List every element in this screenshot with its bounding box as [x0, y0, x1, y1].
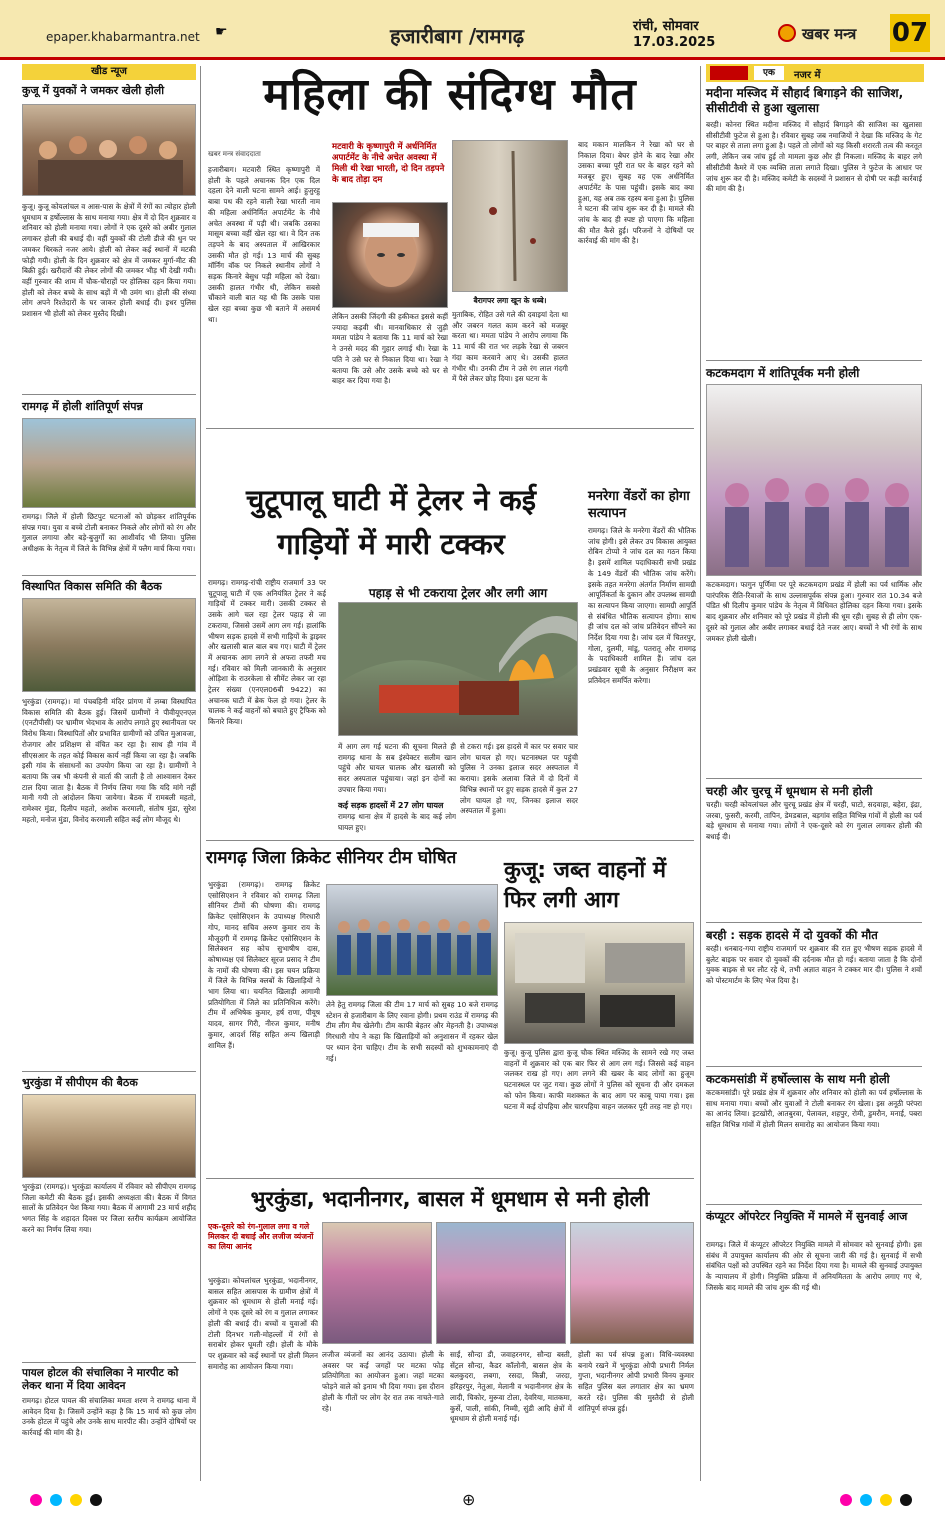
- photo-holi-1: [322, 1222, 432, 1344]
- ek-nazar-label-2: नजर में: [794, 70, 821, 81]
- lead-byline: खबर मन्त्र संवाददाता: [208, 150, 261, 158]
- pointer-icon: ☛: [215, 24, 228, 40]
- story-katkamdag-holi: कटकमदाग। फागुन पूर्णिमा पर पूरे कटकमदाग प्रखंड में होली का पर्व धार्मिक और पारंपरिक रीति-रिवाजों के साथ उल्लासपूर्वक संपन्न हुआ। गुरुवार रात 10.34 बजे पंडित श्री दिलीप कुमार पांडेय के नेतृत्व में विधिवत होलिका दहन किया गया। इसके बाद शुक्रवार और शनिवार को पूरे प्रखंड में होली की धूम रही। सुबह से ही लोग एक-दूसरे को गुलाल और अबीर लगाकर बधाई देते नजर आए। बच्चों ने भी रंगों के साथ जमकर होली खेली।: [706, 580, 922, 643]
- ek-nazar-logo-icon: [710, 66, 748, 80]
- color-mark: [30, 1494, 42, 1506]
- photo-cricket-team: [326, 884, 498, 996]
- holi-column-4: होली का पर्व संपन्न हुआ। विधि-व्यवस्था बनाये रखने में भुरकुंडा ओपी प्रभारी निर्मल गुप्ता, भदानीनगर ओपी प्रभारी विनय कुमार सहित पुलिस बल लगातार क्षेत्र का भ्रमण करते रहे। पुलिस की मुस्तैदी से होली शांतिपूर्ण संपन्न हुई।: [578, 1350, 694, 1413]
- photo-holi-2: [436, 1222, 566, 1344]
- caption-blood-stains: बैरागपर लगा खून के धब्बे।: [473, 296, 547, 305]
- story-divider: [706, 1204, 922, 1205]
- photo-cpm-meeting: [22, 1094, 196, 1178]
- photo-blood-stains: [452, 140, 568, 292]
- story-payal-hotel: रामगढ़। होटल पायल की संचालिका ममता शरण ने रामगढ़ थाना में आवेदन दिया है। जिसमें उन्होंने कहा है कि 15 मार्च को कुछ लोग उनके होटल में पहुंचे और उनके साथ मारपीट की। उन्होंने दोषियों पर कार्रवाई की मांग की है।: [22, 1396, 196, 1438]
- story-kuju-vehicles: कुजू। कुजू पुलिस द्वारा कुजू चौक स्थित मस्जिद के सामने रखे गए जब्त वाहनों में शुक्रवार को एक बार फिर से आग लग गई। जिससे कई वाहन जलकर राख हो गए। आग लगने की खबर के बाद लोगों का हुजूम घटनास्थल पर जुट गया। कुछ लोगों ने पुलिस को सूचना दी और दमकल को फोन किया। काफी मशक्कत के बाद आग पर काबू पाया गया। इस घटना में कई दोपहिया और चारपहिया वाहन जलकर पूरी तरह नष्ट हो गए।: [504, 1048, 694, 1111]
- color-mark: [860, 1494, 872, 1506]
- holi-column-2: लजीज व्यंजनों का आनंद उठाया। होली के अवसर पर कई जगहों पर मटका फोड़ प्रतियोगिता का आयोजन हुआ। जहां मटका फोड़ने वाले को इनाम भी दिया गया। इस दौरान होली के गीतों पर लोग देर रात तक नाचते-गाते रहे।: [322, 1350, 444, 1413]
- registration-target-icon: ⊕: [462, 1490, 476, 1509]
- ek-nazar-banner: [706, 64, 924, 82]
- footer-color-marks: [0, 1488, 945, 1512]
- photo-visthapit-meeting: [22, 598, 196, 692]
- holi-column-1: भुरकुंडा। कोयलांचल भुरकुंडा, भदानीनगर, बासल सहित आसपास के ग्रामीण क्षेत्रों में शुक्रवार को धूमधाम से होली मनाई गई। लोगों ने एक दूसरे को रंग व गुलाल लगाकर होली की बधाई दी। बच्चों व युवाओं की टोली दिनभर गली-मोहल्लों में रंगों से सराबोर होकर घूमती रही। होली के मौके पर शुक्रवार को कई स्थानों पर होली मिलन समारोह का आयोजन किया गया।: [208, 1276, 318, 1371]
- headline-manrega[interactable]: मनरेगा वेंडरों का होगा सत्यापन: [588, 489, 690, 521]
- headline-madina-masjid[interactable]: मदीना मस्जिद में सौहार्द बिगाड़ने की साजिश, सीसीटीवी से हुआ खुलासा: [706, 86, 904, 115]
- edition-city-day: रांची, सोमवार: [633, 19, 699, 34]
- holi-subhead: एक-दूसरे को रंग-गुलाल लगा व गले मिलकर दी बधाई और लजीज व्यंजनों का लिया आनंद: [208, 1222, 314, 1251]
- headline-payal-hotel[interactable]: पायल होटल की संचालिका ने मारपीट को लेकर थाना में दिया आवेदन: [22, 1367, 179, 1392]
- headline-katkamsandi-holi[interactable]: कटकमसांडी में हर्षोल्लास के साथ मनी होली: [706, 1072, 890, 1086]
- photo-burned-vehicles-art: [505, 923, 694, 1044]
- story-charhi-holi: चरही। चरही कोयलांचल और चुरचू प्रखंड क्षेत्र में चरही, घाटो, सदवाहा, बहेरा, इंद्रा, जरबा, फुसरी, करमी, तापिन, डेमडबाल, बड़गांव सहित विभिन्न गांवों में होली का पर्व बड़े धूमधाम से मनाया गया। लोगों ने एक-दूसरे को रंग गुलाल लगाकर होली की बधाई दी।: [706, 800, 922, 842]
- brand-name: खबर मन्त्र: [802, 25, 857, 43]
- headline-computer-operator[interactable]: कंप्यूटर ऑपरेटर नियुक्ति में मामले में सुनवाई आज: [706, 1210, 908, 1223]
- trailer-column-2: में आग लग गई घटना की सूचना मिलते ही रामगढ़ थाना के सब इंस्पेक्टर सलीम खान पहुंचे और घायल चालक और खलासी को सदर अस्पताल पहुंचाया। जहां इन दोनों का उपचार किया गया।: [338, 742, 456, 794]
- headline-barhi-accident[interactable]: बरही : सड़क हादसे में दो युवकों की मौत: [706, 928, 878, 942]
- story-madina-masjid: बरही। कोनरा स्थित मदीना मस्जिद में सौहार्द बिगाड़ने की साजिश का खुलासा सीसीटीवी फुटेज से हुआ है। रविवार सुबह जब नमाजियों ने देखा कि मस्जिद के गेट पर बाहर से ताला लगा हुआ है। पहले तो लोगों को यह किसी शरारती तत्व की करतूत लगी, लेकिन जब जांच हुई तो मामला कुछ और ही निकला। मस्जिद के बाहर लगे सीसीटीवी कैमरे में एक व्यक्ति ताला लगाते दिखा। पुलिस ने फुटेज के आधार पर जांच शुरू कर दी है। मस्जिद कमेटी के सदस्यों ने प्रशासन से दोषी पर कड़ी कार्रवाई की मांग की है।: [706, 120, 922, 194]
- photo-victim-art: [333, 203, 448, 308]
- photo-youth-holi: [22, 104, 196, 196]
- story-manrega: रामगढ़। जिले के मनरेगा वेंडरों की भौतिक जांच होगी। इसे लेकर उप विकास आयुक्त रोबिन टोप्पो ने जांच दल का गठन किया है। इसमें शामिल पदाधिकारी सभी प्रखंड के 149 वेंडरों की भौतिक जांच करेंगे। इसके तहत मनरेगा अंतर्गत निर्माण सामग्री आपूर्तिकर्ता के दुकान और उपलब्ध सामग्री का सत्यापन किया जाएगा। सामग्री आपूर्ति से संबंधित भौतिक सत्यापन होगा। साथ ही जांच दल को जांच प्रतिवेदन सौंपने का निर्देश दिया गया है। जांच दल में चितरपुर, गोला, दुलमी, मांडू, पतरातू और रामगढ़ के पदाधिकारी शामिल हैं। जांच दल प्रखंडवार सूची के अनुसार निरीक्षण कर प्रतिवेदन समर्पित करेगा।: [588, 526, 696, 685]
- story-ramgarh-holi: रामगढ़। जिले में होली छिटपुट घटनाओं को छोड़कर शांतिपूर्वक संपन्न गया। युवा व बच्चे टोली बनाकर निकले और लोगों को रंग और गुलाल लगाया और बड़े-बुजुर्गों का आशीर्वाद भी लिया। पुलिस अधीक्षक के नेतृत्व में जिले के विभिन्न क्षेत्रों में फ्लैग मार्च किया गया।: [22, 512, 196, 554]
- photo-ramgarh-holi: [22, 418, 196, 508]
- photo-holi-3: [570, 1222, 694, 1344]
- cricket-column-1: भुरकुंडा (रामगढ़)। रामगढ़ क्रिकेट एसोसिएशन ने रविवार को रामगढ़ जिला सीनियर टीमों की घोषणा की। रामगढ़ क्रिकेट एसोसिएशन के उपाध्यक्ष गिरधारी गोप, मानद सचिव अरुण कुमार राय के मौजूदगी में रामगढ़ क्रिकेट एसोसिएशन के सिलेक्शन सह कोच सुभाषीष दास, कोषाध्यक्ष एवं सिलेक्टर सूरज प्रसाद ने टीम के नामों की घोषणा की। इस चयन प्रक्रिया में जिले के विभिन्न क्लबों के खिलाड़ियों ने भाग लिया था। चयनित खिलाड़ी आगामी प्रतियोगिता में जिले का प्रतिनिधित्व करेंगे। टीम में अभिषेक कुमार, हर्ष राणा, पीयूष यादव, सागर गिरी, नीरज कुमार, मनीष कुमार, आदर्श सिंह सहित अन्य खिलाड़ी शामिल हैं।: [208, 880, 320, 1050]
- color-mark: [70, 1494, 82, 1506]
- epaper-url[interactable]: epaper.khabarmantra.net: [46, 30, 200, 44]
- story-divider: [706, 1066, 922, 1067]
- news-tag: खीड न्यूज: [22, 64, 196, 80]
- photo-burned-vehicles: [504, 922, 694, 1044]
- column-divider: [200, 66, 201, 1481]
- story-divider: [706, 922, 922, 923]
- edition-date: 17.03.2025: [633, 35, 716, 50]
- color-mark: [900, 1494, 912, 1506]
- brand-logo-icon: [778, 24, 796, 42]
- column-divider: [700, 66, 701, 1481]
- headline-kuju-vehicles[interactable]: कुजू: जब्त वाहनों में फिर लगी आग: [504, 858, 667, 913]
- story-divider: [706, 360, 922, 361]
- headline-kuju-holi[interactable]: कुजू में युवकों ने जमकर खेली होली: [22, 84, 165, 97]
- cricket-column-2: लेने हेतु रामगढ़ जिला की टीम 17 मार्च को सुबह 10 बजे रामगढ़ स्टेशन से हजारीबाग के लिए रवाना होगी। प्रथम राउंड में रामगढ़ की टीम लीग मैच खेलेगी। टीम काफी बेहतर और मेहनती है। उपाध्यक्ष गिरधारी गोप ने कहा कि खिलाड़ियों को अनुशासन में रहकर खेल पर ध्यान देना चाहिए। टीम के सभी सदस्यों को शुभकामनाएं दी गई।: [326, 1000, 498, 1063]
- headline-katkamdag-holi[interactable]: कटकमदाग में शांतिपूर्वक मनी होली: [706, 366, 860, 380]
- color-mark: [50, 1494, 62, 1506]
- lead-column-3: मुताबिक, रोहित उसे गले की दवाइयां देता था और जबरन गलत काम करने को मजबूर करता था। ममता पांडेय ने आरोप लगाया कि 11 मार्च की रात भर लड़के रेखा से जबरन गंदा काम करवाने आए थे। उसकी हालत गंभीर थी। उनकी टीम ने उसे रंग लाल गंदगी में पैसे लेकर छोड़ दिया। इस घटना के: [452, 310, 568, 384]
- photo-katkamdag-holi-art: [707, 385, 922, 576]
- page-number: 07: [890, 14, 930, 52]
- masthead: [0, 0, 945, 60]
- lead-column-1: हजारीबाग। मटवारी स्थित कृष्णापुरी में होली के पहले अचानक दिन एक दिल दहला देने वाली घटना सामने आई। हुजुरहु बाबा पथ की रहने वाली रेखा भारती नाम की महिला अर्धनिर्मित अपार्टमेंट के नीचे अचेत अवस्था में पड़ी थी। जबकि उसका मासूम बच्चा वहीं खेल रहा था। वे दिन तक तड़पने के बाद अस्पताल में आखिरकार उसकी मौत हो गई। 13 मार्च की सुबह मॉर्निंग वॉक पर निकले स्थानीय लोगों ने सड़क किनारे बेसुध पड़ी महिला को देखा। उसकी हालत गंभीर थी, लेकिन सबसे चौंकाने वाली बात यह थी कि उसके पास खेल रहा बच्चा कुछ भी बताने में असमर्थ था।: [208, 165, 320, 324]
- lead-headline[interactable]: महिला की संदिग्ध मौत: [263, 69, 637, 120]
- trailer-column-3: से टकरा गई। इस हादसे में कार पर सवार चार लोग घायल हो गए। घटनास्थल पर पहुंची पुलिस ने उनका इलाज सदर अस्पताल में कराया। इसके अलावा जिले में दो दिनों में विभिन्न स्थानों पर हुए सड़क हादसे में कुल 27 लोग घायल हो गए, जिनका इलाज सदर अस्पताल में हुआ।: [460, 742, 578, 816]
- story-divider: [206, 840, 694, 841]
- photo-victim: [332, 202, 448, 308]
- story-divider: [22, 575, 196, 576]
- story-computer-operator: रामगढ़। जिले में कंप्यूटर ऑपरेटर नियुक्ति मामले में सोमवार को सुनवाई होगी। इस संबंध में उपायुक्त कार्यालय की ओर से सूचना जारी की गई है। सुनवाई में सभी संबंधित पक्षों को उपस्थित रहने का निर्देश दिया गया है। मामले की सुनवाई उपायुक्त के न्यायालय में होगी। नियुक्ति प्रक्रिया में अनियमितता के आरोप लगाए गए थे, जिसके बाद मामले की जांच शुरू की गई थी।: [706, 1240, 922, 1292]
- color-mark: [840, 1494, 852, 1506]
- photo-cricket-team-art: [327, 885, 498, 996]
- story-kuju-holi: कुजू। कुजू कोयलांचल व आस-पास के क्षेत्रों में रंगों का त्योहार होली धूमधाम व हर्षोल्लास के साथ मनाया गया। क्षेत्र में दो दिन शुक्रवार व शनिवार को होली मनाया गया। लोगों ने एक दूसरे को अबीर गुलाल लगाकर होली की बधाई दी। वहीं युवकों की टोली डीजे की धुन पर जमकर थिरकते नजर आये। होली को लेकर कई स्थानों में मटकी फोड़ी गयी। होली के दिन शुक्रवार को क्षेत्र में जमकर मुर्गा-मीट की बिक्री हुई। खरीदारों की लेकर लोगों की जमकर भीड़ भी देखी गयी। वहीं गुरुवार की शाम में चौक-चौराहों पर होलिका दहन किया गया। होली को लेकर बच्चे के साथ बड़ों में भी उमंग था। होली की संध्या लोग अपने रिश्तेदारों के घर जाकर होली बधाई दी। इधर पुलिस प्रशासन भी होली को लेकर मुस्तैद दिखी।: [22, 202, 196, 319]
- headline-charhi-holi[interactable]: चरही और चुरचू में धूमधाम से मनी होली: [706, 784, 873, 798]
- photo-youth-holi-art: [23, 105, 196, 196]
- trailer-subhead: पहाड़ से भी टकराया ट्रेलर और लगी आग: [368, 586, 548, 600]
- lead-column-4: बाद मकान मालकिन ने रेखा को घर से निकाल दिया। बेघर होने के बाद रेखा और उसका बच्चा पूरी रात घर के बाहर रहने को मजबूर हुए। सुबह वह एक अर्धनिर्मित अपार्टमेंट के पास पहुंची। इसके बाद क्या हुआ, यह अब तक रहस्य बना हुआ है। पुलिस ने घटना की जांच शुरू कर दी है। मामले की जांच के बाद ही स्पष्ट हो पाएगा कि महिला की मौत कैसे हुई। परिजनों ने दोषियों पर कार्रवाई की मांग की है।: [578, 140, 694, 246]
- photo-trailer-fire-art: [339, 603, 578, 736]
- headline-cricket[interactable]: रामगढ़ जिला क्रिकेट सीनियर टीम घोषित: [206, 848, 457, 868]
- story-divider: [206, 428, 694, 429]
- story-divider: [706, 778, 922, 779]
- story-visthapit-meeting: भुरकुंडा (रामगढ़)। मां पंचबहिनी मंदिर प्रांगण में लम्बा विस्थापित विकास समिति की बैठक हुई। जिसमें ग्रामीणों ने पीवीयूएनएल (एनटीपीसी) पर भ्रामीण भेदभाव के आरोप लगाते हुए स्थानीयता पर विरोध किया। विस्थापितों और प्रभावित ग्रामीणों को उचित मुआवजा, रोजगार और प्रशिक्षण से वंचित कर रहा है। साथ ही गांव में सीएसआर के तहत कोई विकास कार्य नहीं किया जा रहा है। जबकि इसी गांव के संसाधनों का उपयोग किया जा रहा है। ग्रामीणों ने बताया कि जब भी कंपनी से वार्ता की जाती है तो आश्वासन देकर टाल दिया जाता है। बैठक में निर्णय लिया गया कि यदि मांगे नहीं मानी गयी तो आंदोलन किया जायेगा। बैठक में रामबली महतो, रामेश्वर मुंडा, दिलीप महतो, अशोक करमाली, संतोष मुंडा, सुरेश महतो, मनोज मुंडा, विनोद करमाली सहित कई लोग मौजूद थे।: [22, 697, 196, 824]
- photo-blood-stains-art: [453, 141, 568, 292]
- story-divider: [22, 1071, 196, 1072]
- trailer-headline[interactable]: चुटूपालू घाटी में ट्रेलर ने कई गाड़ियों में मारी टक्कर: [245, 483, 537, 561]
- photo-katkamdag-holi: [706, 384, 922, 576]
- headline-holi-bhurkunda[interactable]: भुरकुंडा, भदानीनगर, बासल में धूमधाम से मनी होली: [250, 1187, 650, 1211]
- trailer-column-2b: रामगढ़ थाना क्षेत्र में हादसे के बाद कई लोग घायल हुए।: [338, 812, 456, 832]
- section-title: हजारीबाग /रामगढ़: [390, 24, 524, 48]
- headline-cpm-meeting[interactable]: भुरकुंडा में सीपीएम की बैठक: [22, 1076, 138, 1089]
- story-cpm-meeting: भुरकुंडा (रामगढ़)। भुरकुंडा कार्यालय में रविवार को सीपीएम रामगढ़ जिला कमेटी की बैठक हुई। इसकी अध्यक्षता की। बैठक में विगत सालों के प्रतिवेदन पेश किया गया। बैठक में आगामी 23 मार्च शहीद भगत सिंह के शहादत दिवस पर जिला स्तरीय कार्यक्रम आयोजित करने का निर्णय लिया गया।: [22, 1182, 196, 1234]
- story-divider: [206, 1178, 694, 1179]
- story-katkamsandi-holi: कटकमसांडी। पूरे प्रखंड क्षेत्र में शुक्रवार और शनिवार को होली का पर्व हर्षोल्लास के साथ मनाया गया। बच्चों और युवाओं ने टोली बनाकर रंग खेला। इस अनूठी परंपरा का आनंद लिया। इटखोरी, आतबुरवा, पेलावल, शहपुर, रोमी, डुमरौन, मनाई, पबरा सहित विभिन्न गांवों में होली मिलन समारोह का आयोजन किया गया।: [706, 1088, 922, 1130]
- holi-column-3: साईं, सौन्दा डी, जवाहरनगर, सौन्दा बस्ती, सेंट्रल सौन्दा, कैडर कॉलोनी, बासल क्षेत्र के बलकुदरा, लबगा, रसदा, किन्नी, जरदा, हरिहरपुर, नेतुआ, मेलानी व भदानीनगर क्षेत्र के लादी, चिकोर, मुरूवा टोला, देवरिया, मातकमा, कुर्से, पाली, सांकी, निम्मी, सुंडी आदि क्षेत्रों में धूमधाम से होली मनाई गई।: [450, 1350, 572, 1424]
- lead-callout: मटवारी के कृष्णापुरी में अर्धनिर्मित अपार्टमेंट के नीचे अचेत अवस्था में मिली थी रेखा भारती, दो दिन तड़पने के बाद तोड़ा दम: [332, 142, 445, 185]
- headline-ramgarh-holi[interactable]: रामगढ़ में होली शांतिपूर्ण संपन्न: [22, 400, 143, 413]
- story-barhi-accident: बरही। धनबाद-गया राष्ट्रीय राजमार्ग पर शुक्रवार की रात हुए भीषण सड़क हादसे में बुलेट बाइक पर सवार दो युवकों की दर्दनाक मौत हो गई। बताया जाता है कि दोनों युवक बाइक से घर लौट रहे थे, तभी अज्ञात वाहन ने टक्कर मार दी। पुलिस ने शवों को पोस्टमार्टम के लिए भेज दिया है।: [706, 944, 922, 986]
- color-mark: [880, 1494, 892, 1506]
- lead-column-2: लेकिन उसकी जिंदगी की हकीकत इससे कहीं ज्यादा कड़वी थी। मानवाधिकार से जुड़ी ममता पांडेय ने बताया कि 11 मार्च को रेखा ने उनसे मदद की गुहार लगाई थी। रेखा के पति ने उसे घर से निकाल दिया था। रेखा ने बताया कि उसे और उसके बच्चे को घर से बाहर कर दिया गया है।: [332, 312, 448, 386]
- color-mark: [90, 1494, 102, 1506]
- headline-visthapit-meeting[interactable]: विस्थापित विकास समिति की बैठक: [22, 580, 162, 593]
- ek-nazar-label-1: एक: [754, 66, 784, 80]
- story-divider: [22, 394, 196, 395]
- story-divider: [22, 1362, 196, 1363]
- trailer-column-1: रामगढ़। रामगढ़-रांची राष्ट्रीय राजमार्ग 33 पर चुटूपालू घाटी में एक अनियंत्रित ट्रेलर ने कई गाड़ियों में टक्कर मारी। उसकी टक्कर से उसके आगे चल रहा ट्रेलर पहाड़ से जा टकराया, जिससे उसमें आग लग गई। हालांकि भीषण सड़क हादसे में सभी गाड़ियों के ड्राइवर और खलासी बाल बाल बच गए। घाटी में ट्रेलर में अचानक आग लगने से अफरा तफरी मच गई। रविवार को मिली जानकारी के अनुसार ओड़िशा के राउरकेला से सीमेंट लेकर जा रहा ट्रेलर संख्या (एनएल06बी 9422) का अचानक घाटी में ब्रेक फेल हो गया। ट्रेलर के चालक ने कई वाहनों को बचाते हुए ट्रैफिक को किनारे किया।: [208, 578, 326, 727]
- photo-trailer-fire: [338, 602, 578, 736]
- trailer-col2-subhead: कई सड़क हादसों में 27 लोग घायल: [338, 801, 444, 810]
